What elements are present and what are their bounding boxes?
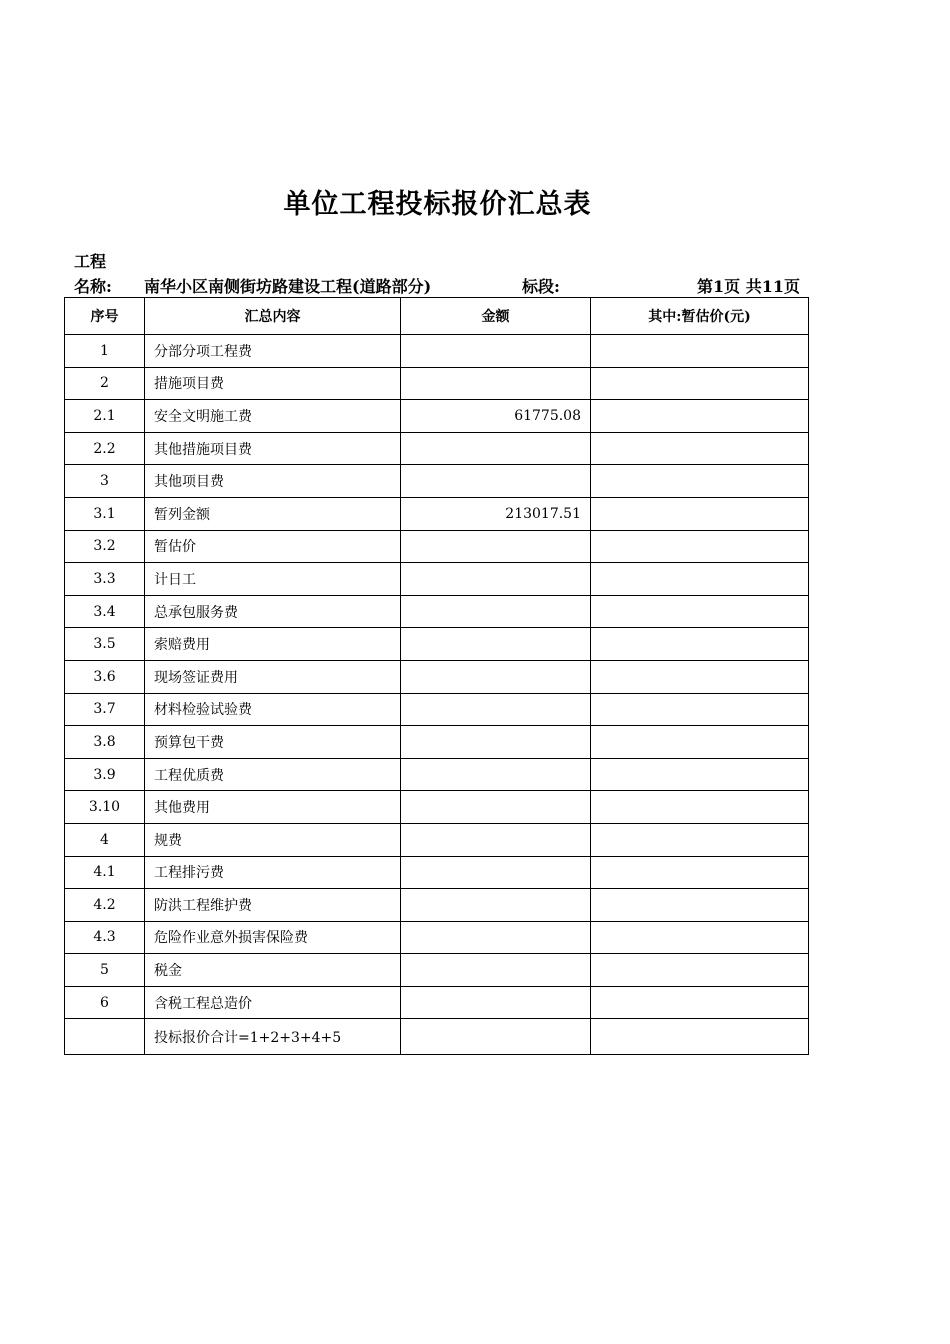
row-number: 4.2 [65,889,145,922]
row-number: 2.1 [65,400,145,433]
row-number: 3.5 [65,628,145,661]
total-amount [401,1019,591,1055]
row-amount [401,465,591,498]
row-amount [401,367,591,400]
row-estimate [591,530,809,563]
total-number [65,1019,145,1055]
page-title: 单位工程投标报价汇总表 [283,189,592,220]
row-amount: 61775.08 [401,400,591,433]
row-amount: 213017.51 [401,497,591,530]
column-header-estimate: 其中:暂估价(元) [591,298,809,335]
table-row [65,889,809,922]
row-number: 2 [65,367,145,400]
row-content: 措施项目费 [145,367,401,400]
row-estimate [591,595,809,628]
row-amount [401,921,591,954]
row-amount [401,986,591,1019]
row-estimate [591,823,809,856]
row-number: 5 [65,954,145,987]
row-estimate [591,628,809,661]
row-number: 3.1 [65,497,145,530]
total-label: 投标报价合计=1+2+3+4+5 [145,1019,401,1055]
table-row [65,823,809,856]
column-header-content: 汇总内容 [145,298,401,335]
row-number: 3 [65,465,145,498]
row-number: 4.3 [65,921,145,954]
table-row [65,921,809,954]
table-row [65,628,809,661]
row-estimate [591,856,809,889]
row-estimate [591,563,809,596]
row-amount [401,530,591,563]
row-estimate [591,400,809,433]
page-info: 第1页 共11页 [697,277,800,296]
row-number: 1 [65,335,145,368]
row-content: 暂列金额 [145,497,401,530]
row-estimate [591,432,809,465]
row-number: 3.10 [65,791,145,824]
row-number: 2.2 [65,432,145,465]
table-row [65,335,809,368]
table-row [65,465,809,498]
row-amount [401,432,591,465]
row-content: 材料检验试验费 [145,693,401,726]
row-content: 现场签证费用 [145,660,401,693]
row-estimate [591,921,809,954]
row-content: 预算包干费 [145,726,401,759]
row-content: 工程优质费 [145,758,401,791]
row-estimate [591,791,809,824]
row-content: 工程排污费 [145,856,401,889]
table-row [65,400,809,433]
table-row [65,497,809,530]
row-number: 3.6 [65,660,145,693]
row-number: 3.3 [65,563,145,596]
row-number: 4.1 [65,856,145,889]
row-content: 规费 [145,823,401,856]
row-estimate [591,660,809,693]
table-row [65,693,809,726]
table-header-row [65,298,809,335]
row-amount [401,563,591,596]
row-content: 计日工 [145,563,401,596]
row-estimate [591,367,809,400]
row-number: 3.8 [65,726,145,759]
table-row [65,563,809,596]
row-content: 安全文明施工费 [145,400,401,433]
row-number: 3.7 [65,693,145,726]
table-row [65,758,809,791]
row-number: 3.4 [65,595,145,628]
table-row [65,856,809,889]
table-row [65,726,809,759]
row-estimate [591,693,809,726]
row-estimate [591,889,809,922]
row-amount [401,628,591,661]
table-row [65,660,809,693]
row-number: 3.9 [65,758,145,791]
row-number: 6 [65,986,145,1019]
row-amount [401,889,591,922]
column-header-no: 序号 [65,298,145,335]
row-estimate [591,497,809,530]
row-estimate [591,954,809,987]
table-row [65,432,809,465]
row-amount [401,726,591,759]
row-content: 其他措施项目费 [145,432,401,465]
row-amount [401,791,591,824]
total-estimate [591,1019,809,1055]
project-label: 工程 [74,252,107,271]
row-content: 索赔费用 [145,628,401,661]
project-name: 南华小区南侧街坊路建设工程(道路部分) [144,277,432,296]
row-amount [401,660,591,693]
row-content: 总承包服务费 [145,595,401,628]
total-row [65,1019,809,1055]
row-content: 税金 [145,954,401,987]
row-content: 防洪工程维护费 [145,889,401,922]
row-amount [401,693,591,726]
row-amount [401,856,591,889]
row-amount [401,595,591,628]
row-amount [401,954,591,987]
table-row [65,954,809,987]
project-name-label: 名称: [74,277,112,296]
row-content: 危险作业意外损害保险费 [145,921,401,954]
row-number: 4 [65,823,145,856]
row-estimate [591,986,809,1019]
column-header-amount: 金额 [401,298,591,335]
table-row [65,367,809,400]
row-number: 3.2 [65,530,145,563]
row-amount [401,335,591,368]
row-amount [401,823,591,856]
row-content: 含税工程总造价 [145,986,401,1019]
row-estimate [591,335,809,368]
summary-table [64,297,809,1055]
table-row [65,595,809,628]
row-content: 其他费用 [145,791,401,824]
row-estimate [591,465,809,498]
table-row [65,530,809,563]
row-content: 分部分项工程费 [145,335,401,368]
section-label: 标段: [522,277,560,296]
table-row [65,986,809,1019]
row-content: 暂估价 [145,530,401,563]
table-row [65,791,809,824]
row-estimate [591,758,809,791]
row-content: 其他项目费 [145,465,401,498]
row-estimate [591,726,809,759]
row-amount [401,758,591,791]
